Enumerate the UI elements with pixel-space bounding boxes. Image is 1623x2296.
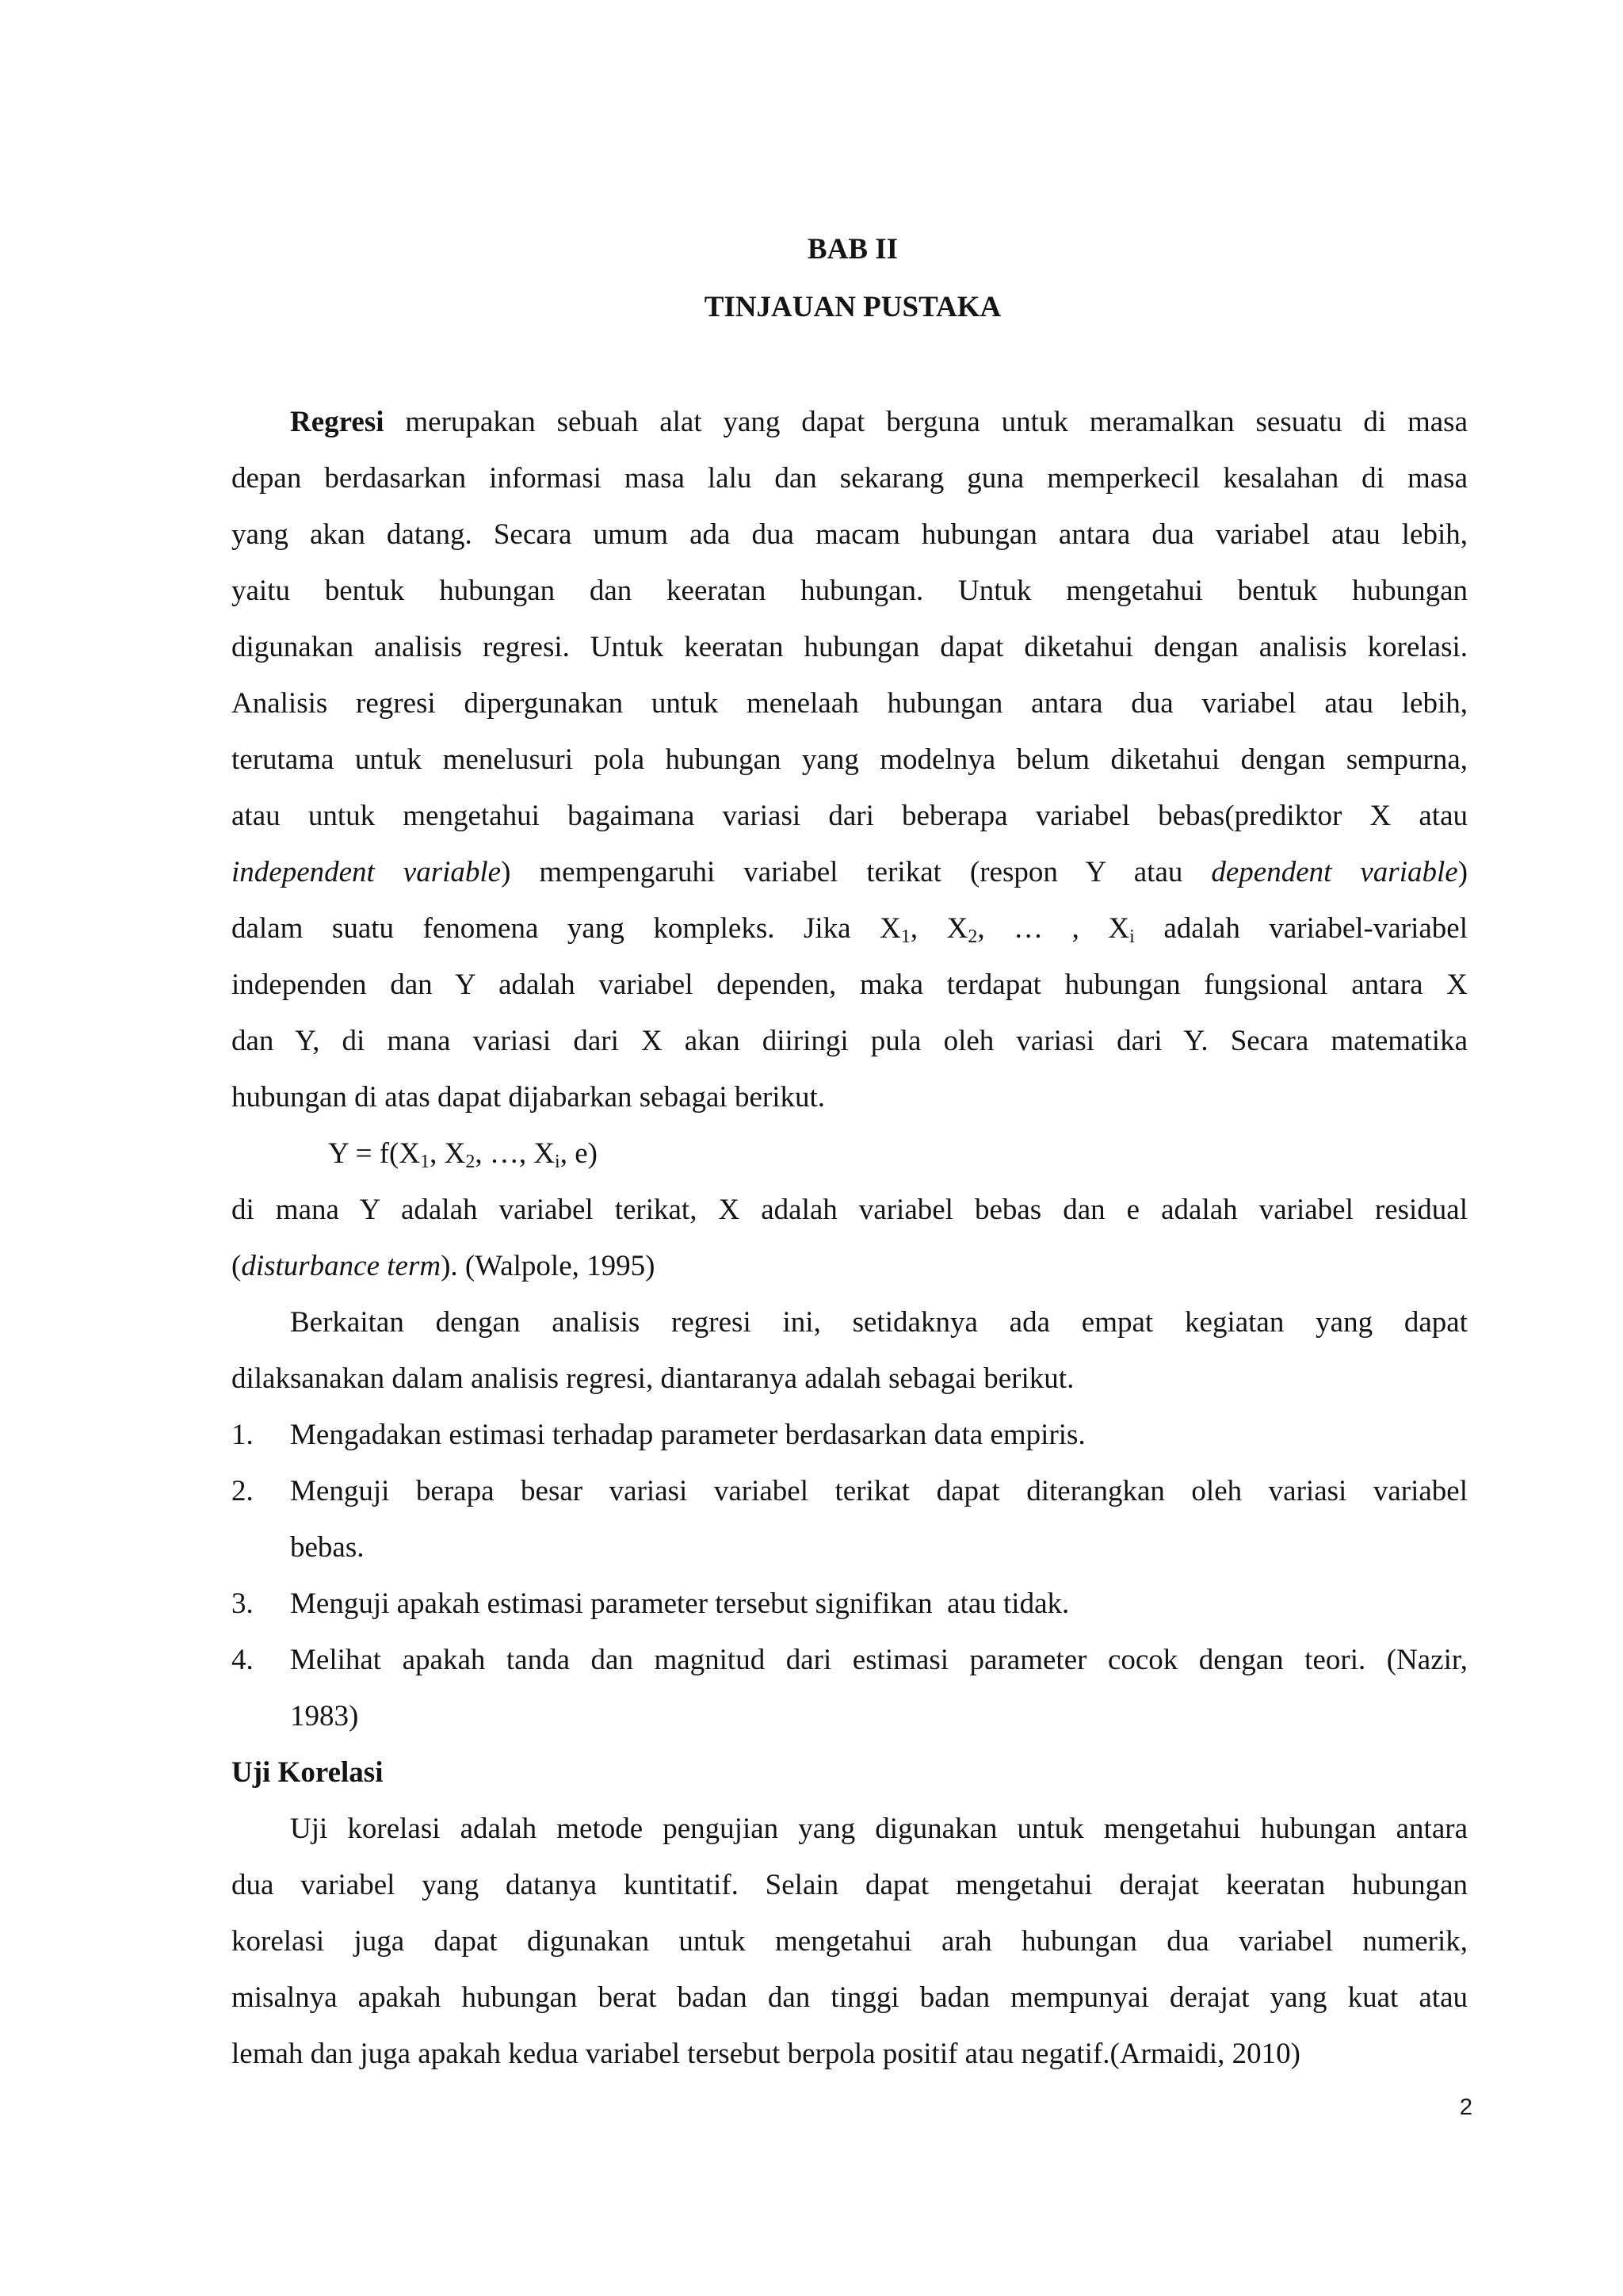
list-number-3: 3. (231, 1587, 254, 1620)
regresi-line-13: hubungan di atas dapat dijabarkan sebagai berikut. (231, 1081, 825, 1114)
korelasi-line-1: Uji korelasi adalah metode pengujian yang digunakan untuk mengetahui hubungan antara (290, 1813, 1468, 1845)
regresi-line-9: independent variable) mempengaruhi variabel terikat (respon Y atau dependent variable) (231, 856, 1468, 888)
regression-formula: $Y = f(X_1$, $X_2$, …, $X_i$, e) (328, 1137, 598, 1172)
berkaitan-line-2: dilaksanakan dalam analisis regresi, diantaranya adalah sebagai berikut. (231, 1362, 1075, 1395)
regresi-line-5: digunakan analisis regresi. Untuk keeratan hubungan dapat diketahui dengan analisis korelasi. (231, 631, 1468, 663)
after-formula-line-1: di mana Y adalah variabel terikat, X adalah variabel bebas dan e adalah variabel residual (231, 1194, 1468, 1226)
list-item-2-line-1: Menguji berapa besar variasi variabel terikat dapat diterangkan oleh variasi variabel (290, 1475, 1468, 1507)
section-heading-uji-korelasi: Uji Korelasi (231, 1756, 384, 1789)
regresi-line-8: atau untuk mengetahui bagaimana variasi dari beberapa variabel bebas(prediktor X atau (231, 800, 1468, 832)
korelasi-line-2: dua variabel yang datanya kuntitatif. Selain dapat mengetahui derajat keeratan hubungan (231, 1869, 1468, 1901)
list-item-1: Mengadakan estimasi terhadap parameter berdasarkan data empiris. (290, 1419, 1086, 1451)
list-item-3: Menguji apakah estimasi parameter tersebut signifikan atau tidak. (290, 1587, 1070, 1620)
regresi-line-10: dalam suatu fenomena yang kompleks. Jika $X_1$, $X_2$, … , $X_i$ adalah variabel-variabel (231, 912, 1468, 947)
list-number-4: 4. (231, 1644, 254, 1676)
chapter-title: TINJAUAN PUSTAKA (704, 291, 1002, 323)
regresi-line-11: independen dan Y adalah variabel dependen, maka terdapat hubungan fungsional antara X (231, 968, 1468, 1001)
regresi-line-1: Regresi merupakan sebuah alat yang dapat berguna untuk meramalkan sesuatu di masa (290, 406, 1468, 438)
regresi-term: Regresi (290, 406, 384, 438)
regresi-line-6: Analisis regresi dipergunakan untuk menelaah hubungan antara dua variabel atau lebih, (231, 687, 1468, 720)
regresi-line-12: dan Y, di mana variasi dari X akan diiringi pula oleh variasi dari Y. Secara matematika (231, 1025, 1468, 1057)
list-item-4-line-1: Melihat apakah tanda dan magnitud dari estimasi parameter cocok dengan teori. (Nazir, (290, 1644, 1468, 1676)
korelasi-line-3: korelasi juga dapat digunakan untuk mengetahui arah hubungan dua variabel numerik, (231, 1925, 1468, 1958)
regresi-line-3: yang akan datang. Secara umum ada dua macam hubungan antara dua variabel atau lebih, (231, 518, 1468, 551)
list-number-2: 2. (231, 1475, 254, 1507)
list-item-4-line-2: 1983) (290, 1700, 359, 1733)
regresi-line-2: depan berdasarkan informasi masa lalu dan sekarang guna memperkecil kesalahan di masa (231, 462, 1468, 495)
regresi-line-4: yaitu bentuk hubungan dan keeratan hubungan. Untuk mengetahui bentuk hubungan (231, 575, 1468, 607)
page-number: 2 (1459, 2095, 1472, 2120)
list-number-1: 1. (231, 1419, 254, 1451)
korelasi-line-4: misalnya apakah hubungan berat badan dan tinggi badan mempunyai derajat yang kuat atau (231, 1981, 1468, 2014)
chapter-number: BAB II (807, 233, 899, 266)
list-item-2-line-2: bebas. (290, 1531, 365, 1564)
after-formula-line-2: (disturbance term). (Walpole, 1995) (231, 1250, 655, 1282)
regresi-line-7: terutama untuk menelusuri pola hubungan yang modelnya belum diketahui dengan sempurna, (231, 743, 1468, 776)
berkaitan-line-1: Berkaitan dengan analisis regresi ini, setidaknya ada empat kegiatan yang dapat (290, 1306, 1468, 1339)
korelasi-line-5: lemah dan juga apakah kedua variabel tersebut berpola positif atau negatif.(Armaidi, 2010) (231, 2038, 1300, 2070)
